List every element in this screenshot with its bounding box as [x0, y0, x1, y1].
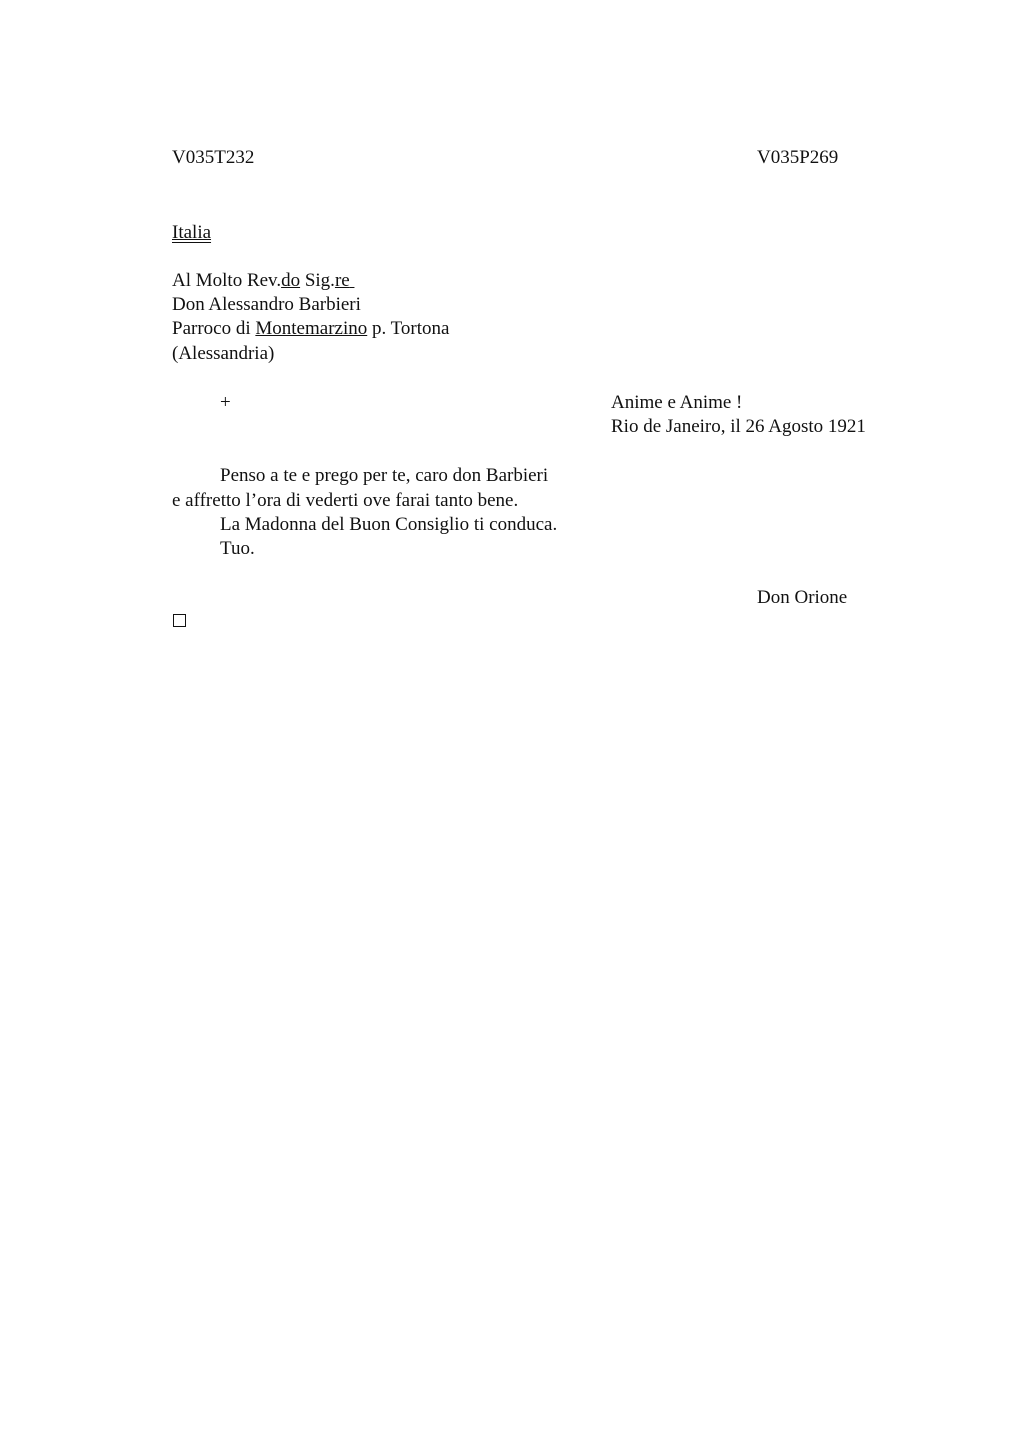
- body-line-3: La Madonna del Buon Consiglio ti conduca.: [220, 514, 558, 535]
- cross-symbol: +: [220, 392, 231, 413]
- checkbox-square-symbol: [173, 614, 186, 627]
- address-line-2: Don Alessandro Barbieri: [172, 294, 361, 315]
- document-code-right: V035P269: [757, 147, 839, 168]
- address-line-4: (Alessandria): [172, 343, 275, 364]
- body-line-2: e affretto l’ora di vederti ove farai tanto bene.: [172, 490, 519, 511]
- address-line-3: [172, 317, 449, 341]
- place-date: Rio de Janeiro, il 26 Agosto 1921: [611, 416, 866, 437]
- address-town: Montemarzino: [255, 318, 368, 339]
- body-line-1: Penso a te e prego per te, caro don Barbieri: [220, 465, 549, 486]
- address-line-1-underline-space: [350, 270, 355, 291]
- address-line-3-prefix: Parroco di: [172, 318, 256, 339]
- address-line-1-prefix: Al Molto Rev.: [172, 270, 282, 291]
- address-line-1: [172, 269, 354, 293]
- country-label: Italia: [172, 222, 212, 243]
- motto: Anime e Anime !: [611, 392, 743, 413]
- address-line-1-abbrev-re: re: [334, 270, 350, 291]
- document-code-left: V035T232: [172, 147, 255, 168]
- body-line-4: Tuo.: [220, 538, 255, 559]
- address-line-1-abbrev-do: do: [281, 270, 301, 291]
- signature: Don Orione: [757, 587, 848, 608]
- address-line-1-mid: Sig.: [300, 270, 335, 291]
- address-line-3-suffix: p. Tortona: [367, 318, 450, 339]
